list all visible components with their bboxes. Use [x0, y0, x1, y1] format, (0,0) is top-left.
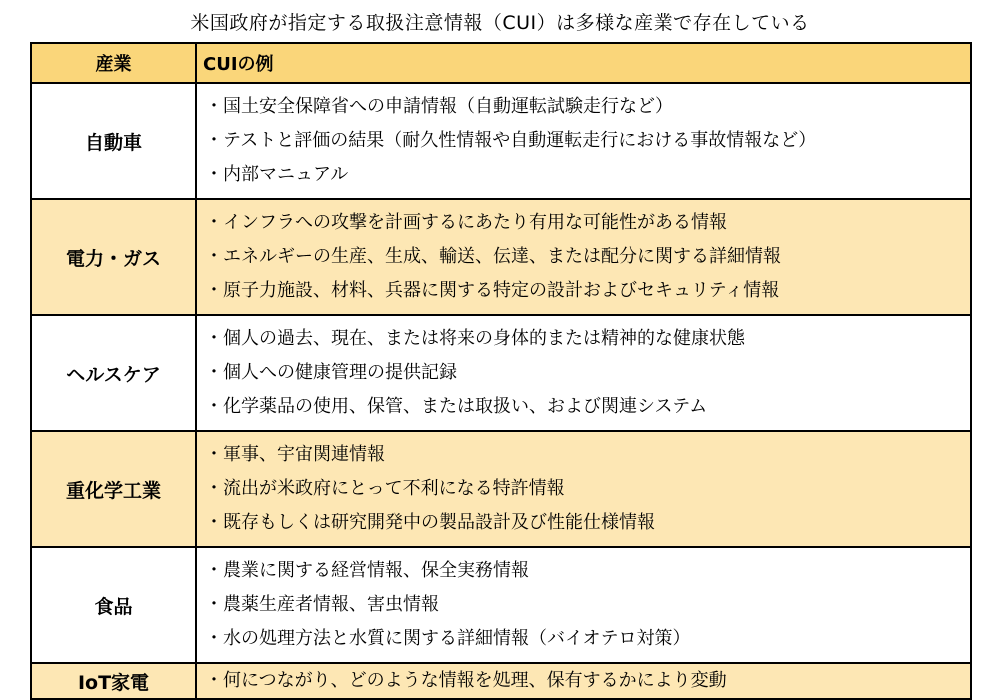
example-item: ・エネルギーの生産、生成、輸送、伝達、または配分に関する詳細情報: [205, 246, 781, 267]
examples-cell: [196, 431, 971, 547]
example-item: ・既存もしくは研究開発中の製品設計及び性能仕様情報: [205, 512, 655, 533]
page-title: 米国政府が指定する取扱注意情報（CUI）は多様な産業で存在している: [190, 12, 810, 34]
table-row: [31, 83, 971, 199]
example-item: ・内部マニュアル: [205, 164, 349, 185]
example-item: ・個人の過去、現在、または将来の身体的または精神的な健康状態: [205, 328, 745, 349]
industry-cell: 食品: [31, 547, 196, 663]
example-item: ・農薬生産者情報、害虫情報: [205, 594, 439, 615]
header-cui-examples: CUIの例: [196, 43, 971, 83]
example-item: ・何につながり、どのような情報を処理、保有するかにより変動: [205, 670, 727, 691]
industry-cell: 重化学工業: [31, 431, 196, 547]
example-item: ・国土安全保障省への申請情報（自動運転試験走行など）: [205, 96, 673, 117]
examples-cell: [196, 315, 971, 431]
table-row: [31, 199, 971, 315]
industry-cell: 電力・ガス: [31, 199, 196, 315]
example-item: ・流出が米政府にとって不利になる特許情報: [205, 478, 565, 499]
table-row: [31, 431, 971, 547]
example-item: ・インフラへの攻撃を計画するにあたり有用な可能性がある情報: [205, 212, 727, 233]
cui-table: [30, 42, 972, 700]
header-industry: 産業: [31, 43, 196, 83]
examples-cell: [196, 547, 971, 663]
example-item: ・軍事、宇宙関連情報: [205, 444, 385, 465]
example-item: ・農業に関する経営情報、保全実務情報: [205, 560, 529, 581]
table-row: [31, 547, 971, 663]
examples-cell: [196, 83, 971, 199]
examples-cell: [196, 663, 971, 699]
example-item: ・個人への健康管理の提供記録: [205, 362, 457, 383]
example-item: ・原子力施設、材料、兵器に関する特定の設計およびセキュリティ情報: [205, 280, 780, 301]
example-item: ・テストと評価の結果（耐久性情報や自動運転走行における事故情報など）: [205, 130, 817, 151]
example-item: ・化学薬品の使用、保管、または取扱い、および関連システム: [205, 396, 708, 417]
examples-cell: [196, 199, 971, 315]
table-row: [31, 663, 971, 699]
industry-cell: IoT家電: [31, 663, 196, 699]
table-row: [31, 315, 971, 431]
industry-cell: 自動車: [31, 83, 196, 199]
example-item: ・水の処理方法と水質に関する詳細情報（バイオテロ対策）: [205, 628, 691, 649]
industry-cell: ヘルスケア: [31, 315, 196, 431]
table-header-row: [31, 43, 971, 83]
